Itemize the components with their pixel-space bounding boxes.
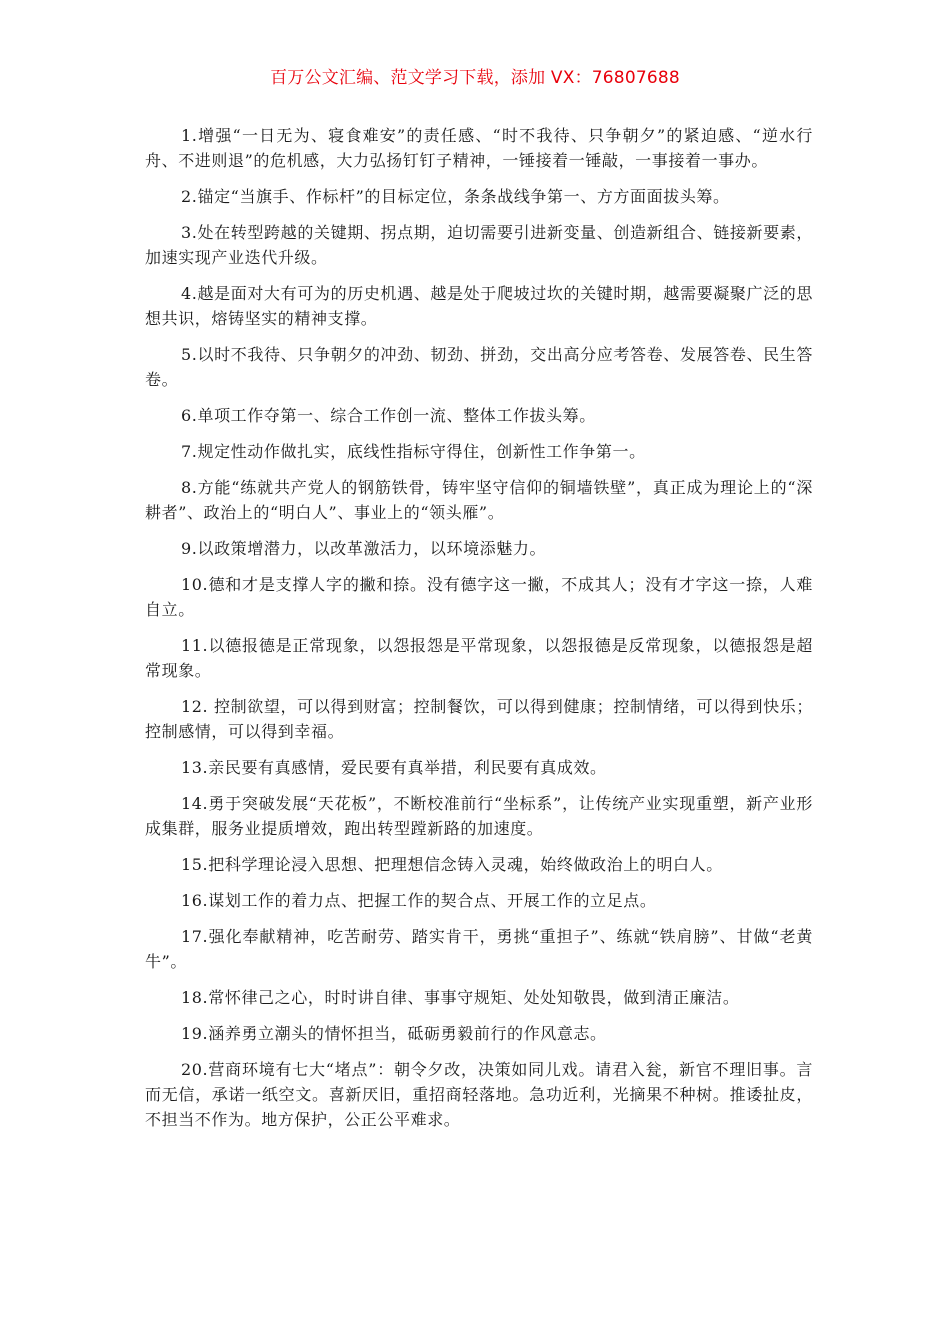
paragraph: 18.常怀律己之心，时时讲自律、事事守规矩、处处知敬畏，做到清正廉洁。 bbox=[181, 988, 740, 1007]
paragraph: 10.德和才是支撑人字的撇和捺。没有德字这一撇，不成其人；没有才字这一捺，人难自立。 bbox=[145, 575, 813, 619]
document-body bbox=[145, 123, 813, 1143]
paragraph: 17.强化奉献精神，吃苦耐劳、踏实肯干，勇挑“重担子”、练就“铁肩膀”、甘做“老黄牛”。 bbox=[145, 927, 813, 971]
paragraph: 11.以德报德是正常现象，以怨报怨是平常现象，以怨报德是反常现象，以德报怨是超常现象。 bbox=[145, 636, 813, 680]
paragraph: 20.营商环境有七大“堵点”：朝令夕改，决策如同儿戏。请君入瓮，新官不理旧事。言而无信，承诺一纸空文。喜新厌旧，重招商轻落地。急功近利，光摘果不种树。推诿扯皮，不担当不作为。地方保护，公正公平难求。 bbox=[145, 1060, 813, 1129]
paragraph: 16.谋划工作的着力点、把握工作的契合点、开展工作的立足点。 bbox=[181, 891, 657, 910]
paragraph: 4.越是面对大有可为的历史机遇、越是处于爬坡过坎的关键时期，越需要凝聚广泛的思想共识，熔铸坚实的精神支撑。 bbox=[145, 284, 813, 328]
paragraph: 14.勇于突破发展“天花板”，不断校准前行“坐标系”，让传统产业实现重塑，新产业形成集群，服务业提质增效，跑出转型蹚新路的加速度。 bbox=[145, 794, 813, 838]
paragraph: 15.把科学理论浸入思想、把理想信念铸入灵魂，始终做政治上的明白人。 bbox=[181, 855, 723, 874]
paragraph: 19.涵养勇立潮头的情怀担当，砥砺勇毅前行的作风意志。 bbox=[181, 1024, 607, 1043]
paragraph: 3.处在转型跨越的关键期、拐点期，迫切需要引进新变量、创造新组合、链接新要素，加速实现产业迭代升级。 bbox=[145, 223, 813, 267]
paragraph: 8.方能“练就共产党人的钢筋铁骨，铸牢坚守信仰的铜墙铁壁”，真正成为理论上的“深耕者”、政治上的“明白人”、事业上的“领头雁”。 bbox=[145, 478, 813, 522]
paragraph: 2.锚定“当旗手、作标杆”的目标定位，条条战线争第一、方方面面拔头筹。 bbox=[181, 187, 730, 206]
header-watermark-text: 百万公文汇编、范文学习下载，添加 VX：76807688 bbox=[270, 68, 680, 88]
paragraph: 13.亲民要有真感情，爱民要有真举措，利民要有真成效。 bbox=[181, 758, 607, 777]
paragraph: 12. 控制欲望，可以得到财富；控制餐饮，可以得到健康；控制情绪，可以得到快乐；控制感情，可以得到幸福。 bbox=[145, 697, 813, 741]
paragraph: 6.单项工作夺第一、综合工作创一流、整体工作拔头筹。 bbox=[181, 406, 596, 425]
paragraph: 1.增强“一日无为、寝食难安”的责任感、“时不我待、只争朝夕”的紧迫感、“逆水行舟、不进则退”的危机感，大力弘扬钉钉子精神，一锤接着一锤敲，一事接着一事办。 bbox=[145, 126, 813, 170]
paragraph: 7.规定性动作做扎实，底线性指标守得住，创新性工作争第一。 bbox=[181, 442, 646, 461]
paragraph: 5.以时不我待、只争朝夕的冲劲、韧劲、拼劲，交出高分应考答卷、发展答卷、民生答卷。 bbox=[145, 345, 813, 389]
paragraph: 9.以政策增潜力，以改革激活力，以环境添魅力。 bbox=[181, 539, 547, 558]
